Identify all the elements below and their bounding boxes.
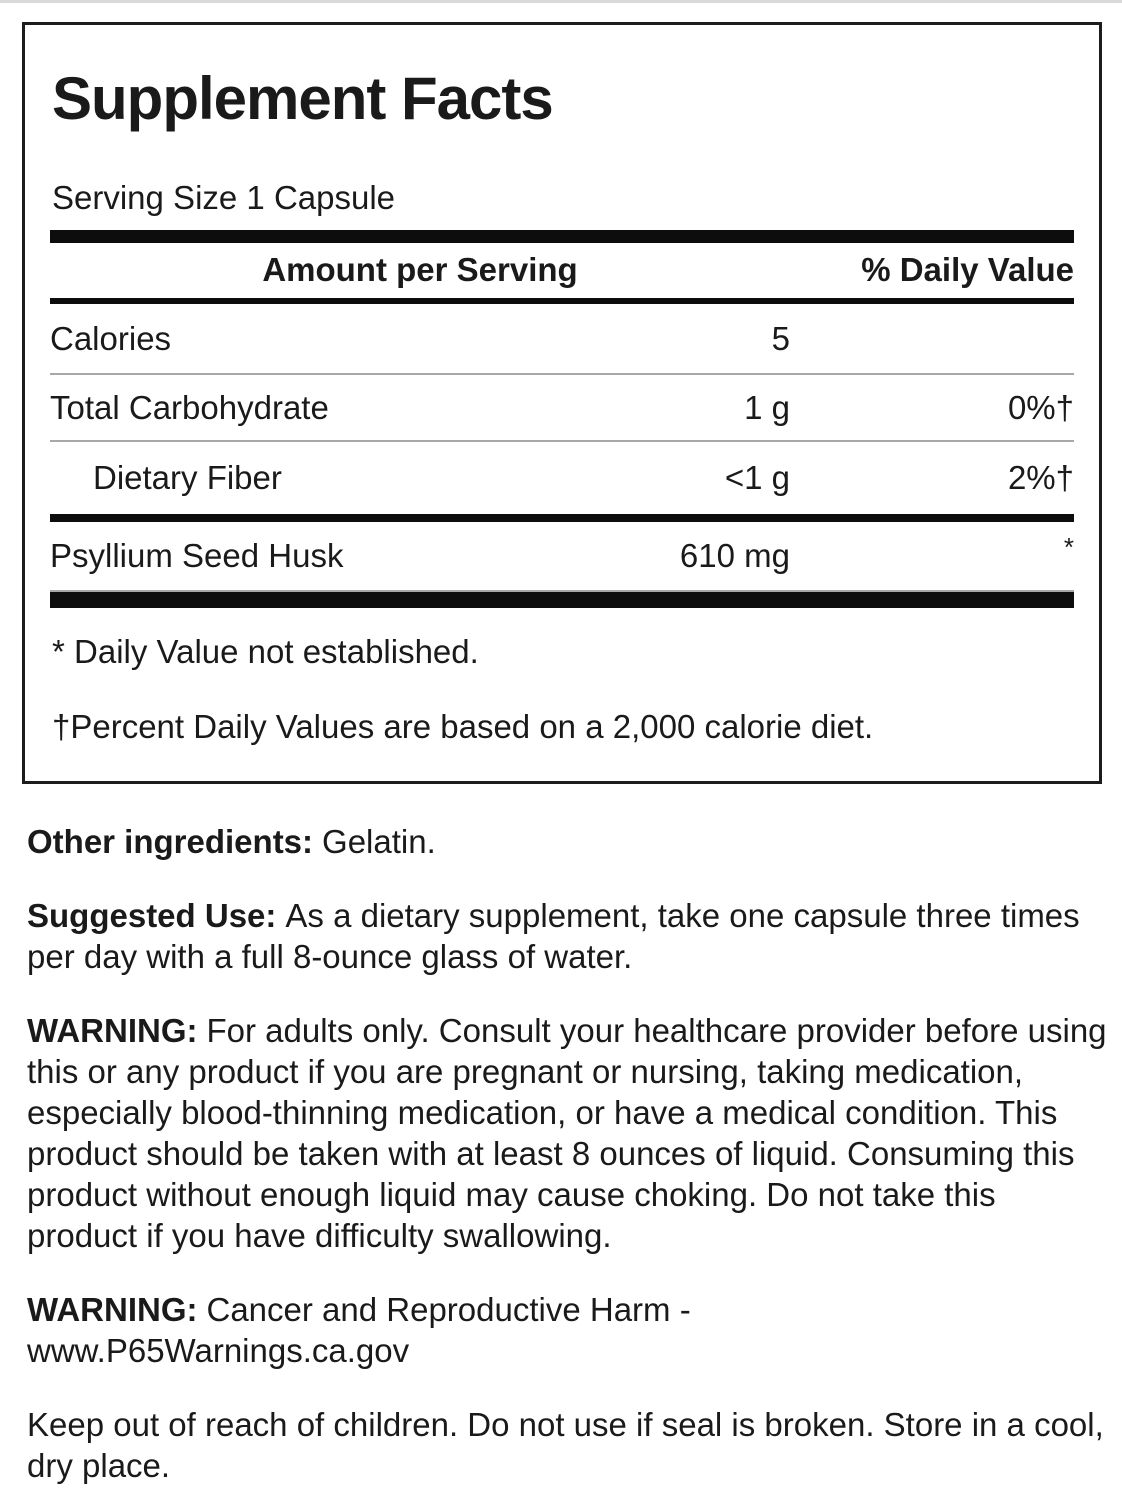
storage-text: Keep out of reach of children. Do not use if seal is broken. Store in a cool, dry place. [27,1406,1104,1484]
nutrient-amount: 5 [771,319,790,357]
nutrient-name: Total Carbohydrate [50,388,329,426]
nutrient-amount: 1 g [744,388,790,426]
label-body-text [27,788,1107,1486]
supplement-facts-panel [22,22,1102,784]
supplement-facts-title: Supplement Facts [52,65,553,132]
daily-value-header: % Daily Value [861,251,1074,288]
other-ingredients-value: Gelatin. [322,823,436,860]
nutrient-daily-value: 0%† [1007,388,1074,426]
suggested-use-paragraph [27,895,1107,977]
nutrient-name: Dietary Fiber [93,459,282,496]
footnote-percent-dv: †Percent Daily Values are based on a 2,000 calorie diet. [52,708,874,745]
nutrient-daily-value: 2%† [1007,459,1074,496]
warning-p65-text: Cancer and Reproductive Harm - [206,1291,691,1328]
table-row [50,442,1074,514]
warning-p65-label: WARNING: [27,1291,198,1328]
divider-bar-mid [50,514,1074,522]
warning-adults-paragraph [27,1010,1107,1256]
nutrient-amount: 610 mg [679,537,790,574]
table-row [50,375,1074,442]
suggested-use-label: Suggested Use: [27,897,277,934]
warning-label: WARNING: [27,1012,198,1049]
table-header-row [50,243,1074,304]
nutrient-name: Psyllium Seed Husk [50,537,344,574]
nutrient-name: Calories [50,319,172,357]
table-row [50,522,1074,592]
other-ingredients-label: Other ingredients: [27,823,314,860]
image-top-border [0,0,1122,3]
warning-text: For adults only. Consult your healthcare provider before using this or any product if you are pregnant or nursing, taking medication, especially blood-thinning medication, or have a medical condition. This product should be taken with at least 8 ounces of liquid. Consuming this product without enough liquid may cause choking. Do not take this product if you have difficulty swallowing. [27,1012,1107,1254]
divider-bar-bottom [50,592,1074,608]
serving-size: Serving Size 1 Capsule [52,179,396,216]
suggested-use-text: As a dietary supplement, take one capsule three times per day with a full 8-ounce glass of water. [27,897,1080,975]
footnote-daily-value: * Daily Value not established. [52,633,479,670]
warning-p65-paragraph [27,1289,1107,1371]
divider-bar-top [50,230,1074,243]
amount-per-serving-header: Amount per Serving [262,251,578,288]
storage-paragraph [27,1404,1107,1486]
nutrient-amount: <1 g [724,459,790,496]
other-ingredients-paragraph [27,821,1107,862]
warning-p65-url: www.P65Warnings.ca.gov [27,1332,410,1369]
table-row [50,304,1074,375]
nutrient-daily-value: * [1063,532,1074,562]
